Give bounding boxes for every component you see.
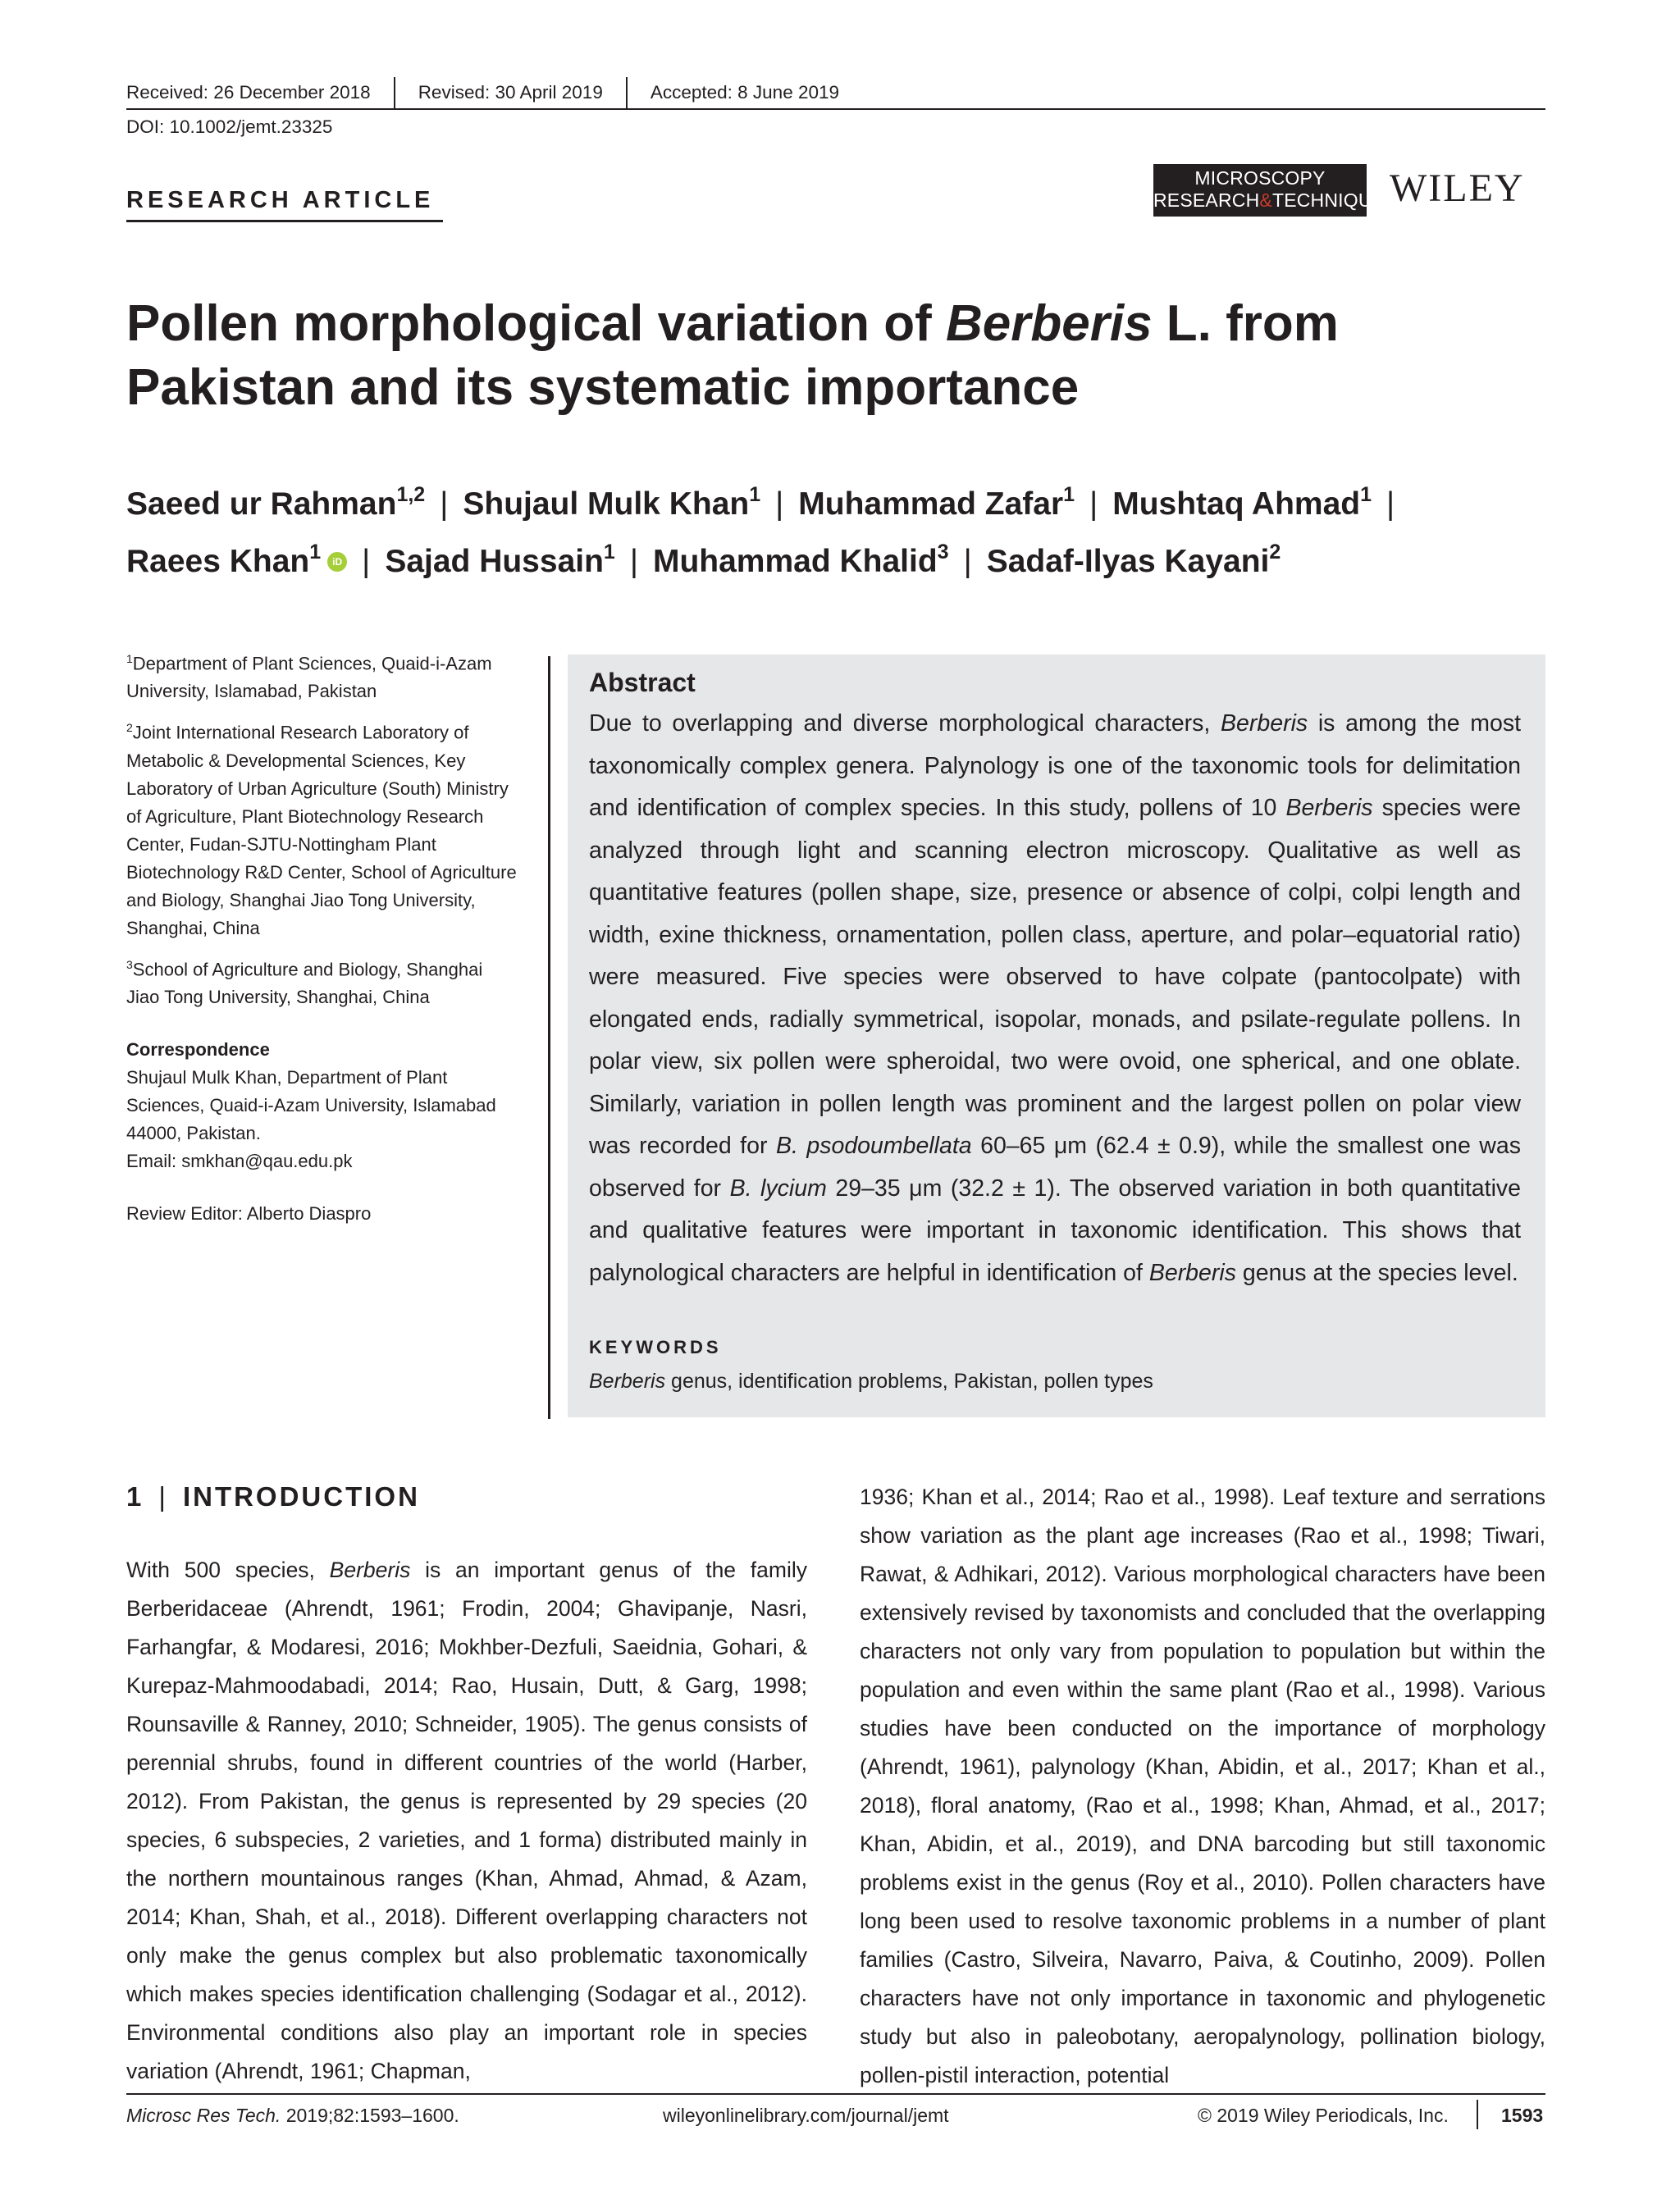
review-editor: Review Editor: Alberto Diaspro [126, 1202, 372, 1224]
article-type: RESEARCH ARTICLE [126, 187, 435, 213]
author-name[interactable]: Raees Khan$^1$ [126, 541, 322, 579]
doi[interactable]: DOI: 10.1002/jemt.23325 [126, 116, 333, 137]
footer-url[interactable]: wileyonlinelibrary.com/journal/jemt [663, 2105, 949, 2126]
article-title: Pollen morphological variation of Berberis L. from Pakistan and its systematic importance [126, 295, 1339, 416]
correspondence-heading: Correspondence [126, 1038, 270, 1060]
author-name[interactable]: Sadaf-Ilyas Kayani$^2$ [986, 541, 1281, 579]
affiliations [126, 645, 520, 1236]
paragraph: 1936; Khan et al., 2014; Rao et al., 1998). Leaf texture and serrations show variation as the plant age increases (Rao et al., 1998; Tiwari, Rawat, & Adhikari, 2012). Various morphological characters have been extensively revised by taxonomists and concluded that the overlapping characters not only vary from population to population but within the population and even within the same plant (Rao et al., 1998). Various studies have been conducted on the importance of morphology (Ahrendt, 1961), palynology (Khan, Abidin, et al., 2017; Khan et al., 2018), floral anatomy, (Rao et al., 1998; Khan, Ahmad, et al., 2017; Khan, Abidin, et al., 2019), and DNA barcoding but still taxonomic problems exist in the genus (Roy et al., 2010). Pollen characters have long been used to resolve taxonomic problems in a number of plant families (Castro, Silveira, Navarro, Paiva, & Coutinho, 2009). Pollen characters have not only importance in taxonomic and phylogenetic study but also in paleobotany, aeropalynology, pollination biology, pollen-pistil interaction, potential [860, 1485, 1545, 2087]
author-divider: | [440, 486, 449, 522]
publisher-logo: WILEY [1390, 167, 1525, 210]
abstract-text: Due to overlapping and diverse morphological characters, Berberis is among the most taxonomically complex genera. Palynology is one of the taxonomic tools for delimitation and identification of complex species. In this study, pollens of 10 Berberis species were analyzed through light and scanning electron microscopy. Qualitative as well as quantitative features (pollen shape, size, presence or absence of colpi, colpi length and width, exine thickness, ornamentation, pollen class, aperture, and polar–equatorial ratio) were measured. Five species were observed to have colpate (pantocolpate) with elongated ends, radially symmetrical, isopolar, monads, and psilate-regulate pollens. In polar view, six pollen were spheroidal, two were ovoid, one spherical, and one oblate. Similarly, variation in pollen length was prominent and the largest pollen on polar view was recorded for B. psodoumbellata 60–65 μm (62.4 ± 0.9), while the smallest one was observed for B. lycium 29–35 μm (32.2 ± 1). The observed variation in both quantitative and qualitative features were important in taxonomic identification. This shows that palynological characters are helpful in identification of Berberis genus at the species level. [589, 710, 1522, 1286]
keywords: Berberis genus, identification problems, Pakistan, pollen types [589, 1370, 1153, 1393]
journal-logo-line2: RESEARCH&TECHNIQUE [1153, 189, 1386, 211]
publication-dates [126, 77, 839, 108]
footer-copyright: © 2019 Wiley Periodicals, Inc. [1198, 2105, 1449, 2126]
paragraph: With 500 species, Berberis is an important genus of the family Berberidaceae (Ahrendt, 1961; Frodin, 2004; Ghavipanje, Nasri, Farhangfar, & Modaresi, 2016; Mokhber-Dezfuli, Saeidnia, Gohari, & Kurepaz-Mahmoodabadi, 2014; Rao, Husain, Dutt, & Garg, 1998; Rounsaville & Ranney, 2010; Schneider, 1905). The genus consists of perennial shrubs, found in different countries of the world (Harber, 2012). From Pakistan, the genus is represented by 29 species (20 species, 6 subspecies, 2 varieties, and 1 forma) distributed mainly in the northern mountainous ranges (Khan, Ahmad, Ahmad, & Azam, 2014; Khan, Shah, et al., 2018). Different overlapping characters not only make the genus complex but also problematic taxonomically which makes species identification challenging (Sodagar et al., 2012). Environmental conditions also play an important role in species variation (Ahrendt, 1961; Chapman, [126, 1558, 807, 2083]
author-divider: | [963, 544, 972, 579]
author-name[interactable]: Shujaul Mulk Khan$^1$ [463, 483, 761, 522]
author-divider: | [362, 544, 371, 579]
journal-logo [1153, 164, 1386, 217]
body-column-left [126, 1551, 807, 2091]
author-divider: | [775, 486, 784, 522]
author-list [126, 476, 1554, 591]
author-divider: | [629, 544, 638, 579]
revised-date: Revised: 30 April 2019 [418, 82, 603, 103]
accepted-date: Accepted: 8 June 2019 [650, 82, 840, 103]
author-divider: | [1386, 486, 1395, 522]
footer-rule [126, 2093, 1545, 2095]
body-column-right [860, 1478, 1545, 2095]
orcid-icon[interactable]: iD [327, 552, 347, 572]
correspondence-email[interactable]: Email: smkhan@qau.edu.pk [126, 1150, 353, 1171]
section-heading-introduction: 1 | INTRODUCTION [126, 1481, 420, 1512]
date-divider [626, 77, 628, 108]
correspondence-text: Shujaul Mulk Khan, Department of Plant Sciences, Quaid-i-Azam University, Islamabad 44000, Pakistan. [126, 1066, 496, 1143]
abstract-divider [548, 656, 550, 1419]
author-name[interactable]: Sajad Hussain$^1$ [385, 541, 615, 579]
article-type-underline [126, 220, 443, 222]
abstract-box [568, 655, 1545, 1417]
author-divider: | [1089, 486, 1098, 522]
page-number: 1593 [1501, 2105, 1544, 2126]
author-name[interactable]: Mushtaq Ahmad$^1$ [1112, 483, 1372, 522]
affiliation-3: $^3$School of Agriculture and Biology, Shanghai Jiao Tong University, Shanghai, China [126, 957, 483, 1007]
journal-logo-line1: MICROSCOPY [1194, 167, 1326, 189]
header-rule [126, 108, 1545, 110]
affiliation-1: $^1$Department of Plant Sciences, Quaid-i-Azam University, Islamabad, Pakistan [126, 652, 492, 702]
author-name[interactable]: Saeed ur Rahman$^{1,2}$ [126, 483, 426, 522]
footer-divider [1477, 2100, 1478, 2129]
author-name[interactable]: Muhammad Khalid$^3$ [652, 541, 949, 579]
correspondence [126, 1036, 520, 1175]
author-name[interactable]: Muhammad Zafar$^1$ [798, 483, 1075, 522]
date-divider [394, 77, 395, 108]
keywords-heading: KEYWORDS [589, 1337, 722, 1357]
affiliation-2: $^2$Joint International Research Laboratory of Metabolic & Developmental Sciences, Key Laboratory of Urban Agriculture (South) Ministry of Agriculture, Plant Biotechnology Research Center, Fudan-SJTU-Nottingham Plant Biotechnology R&D Center, School of Agriculture and Biology, Shanghai Jiao Tong University, Shanghai, China [126, 721, 517, 938]
abstract-heading: Abstract [589, 668, 696, 697]
received-date: Received: 26 December 2018 [126, 82, 371, 103]
footer-citation: Microsc Res Tech. 2019;82:1593–1600. [126, 2105, 459, 2126]
